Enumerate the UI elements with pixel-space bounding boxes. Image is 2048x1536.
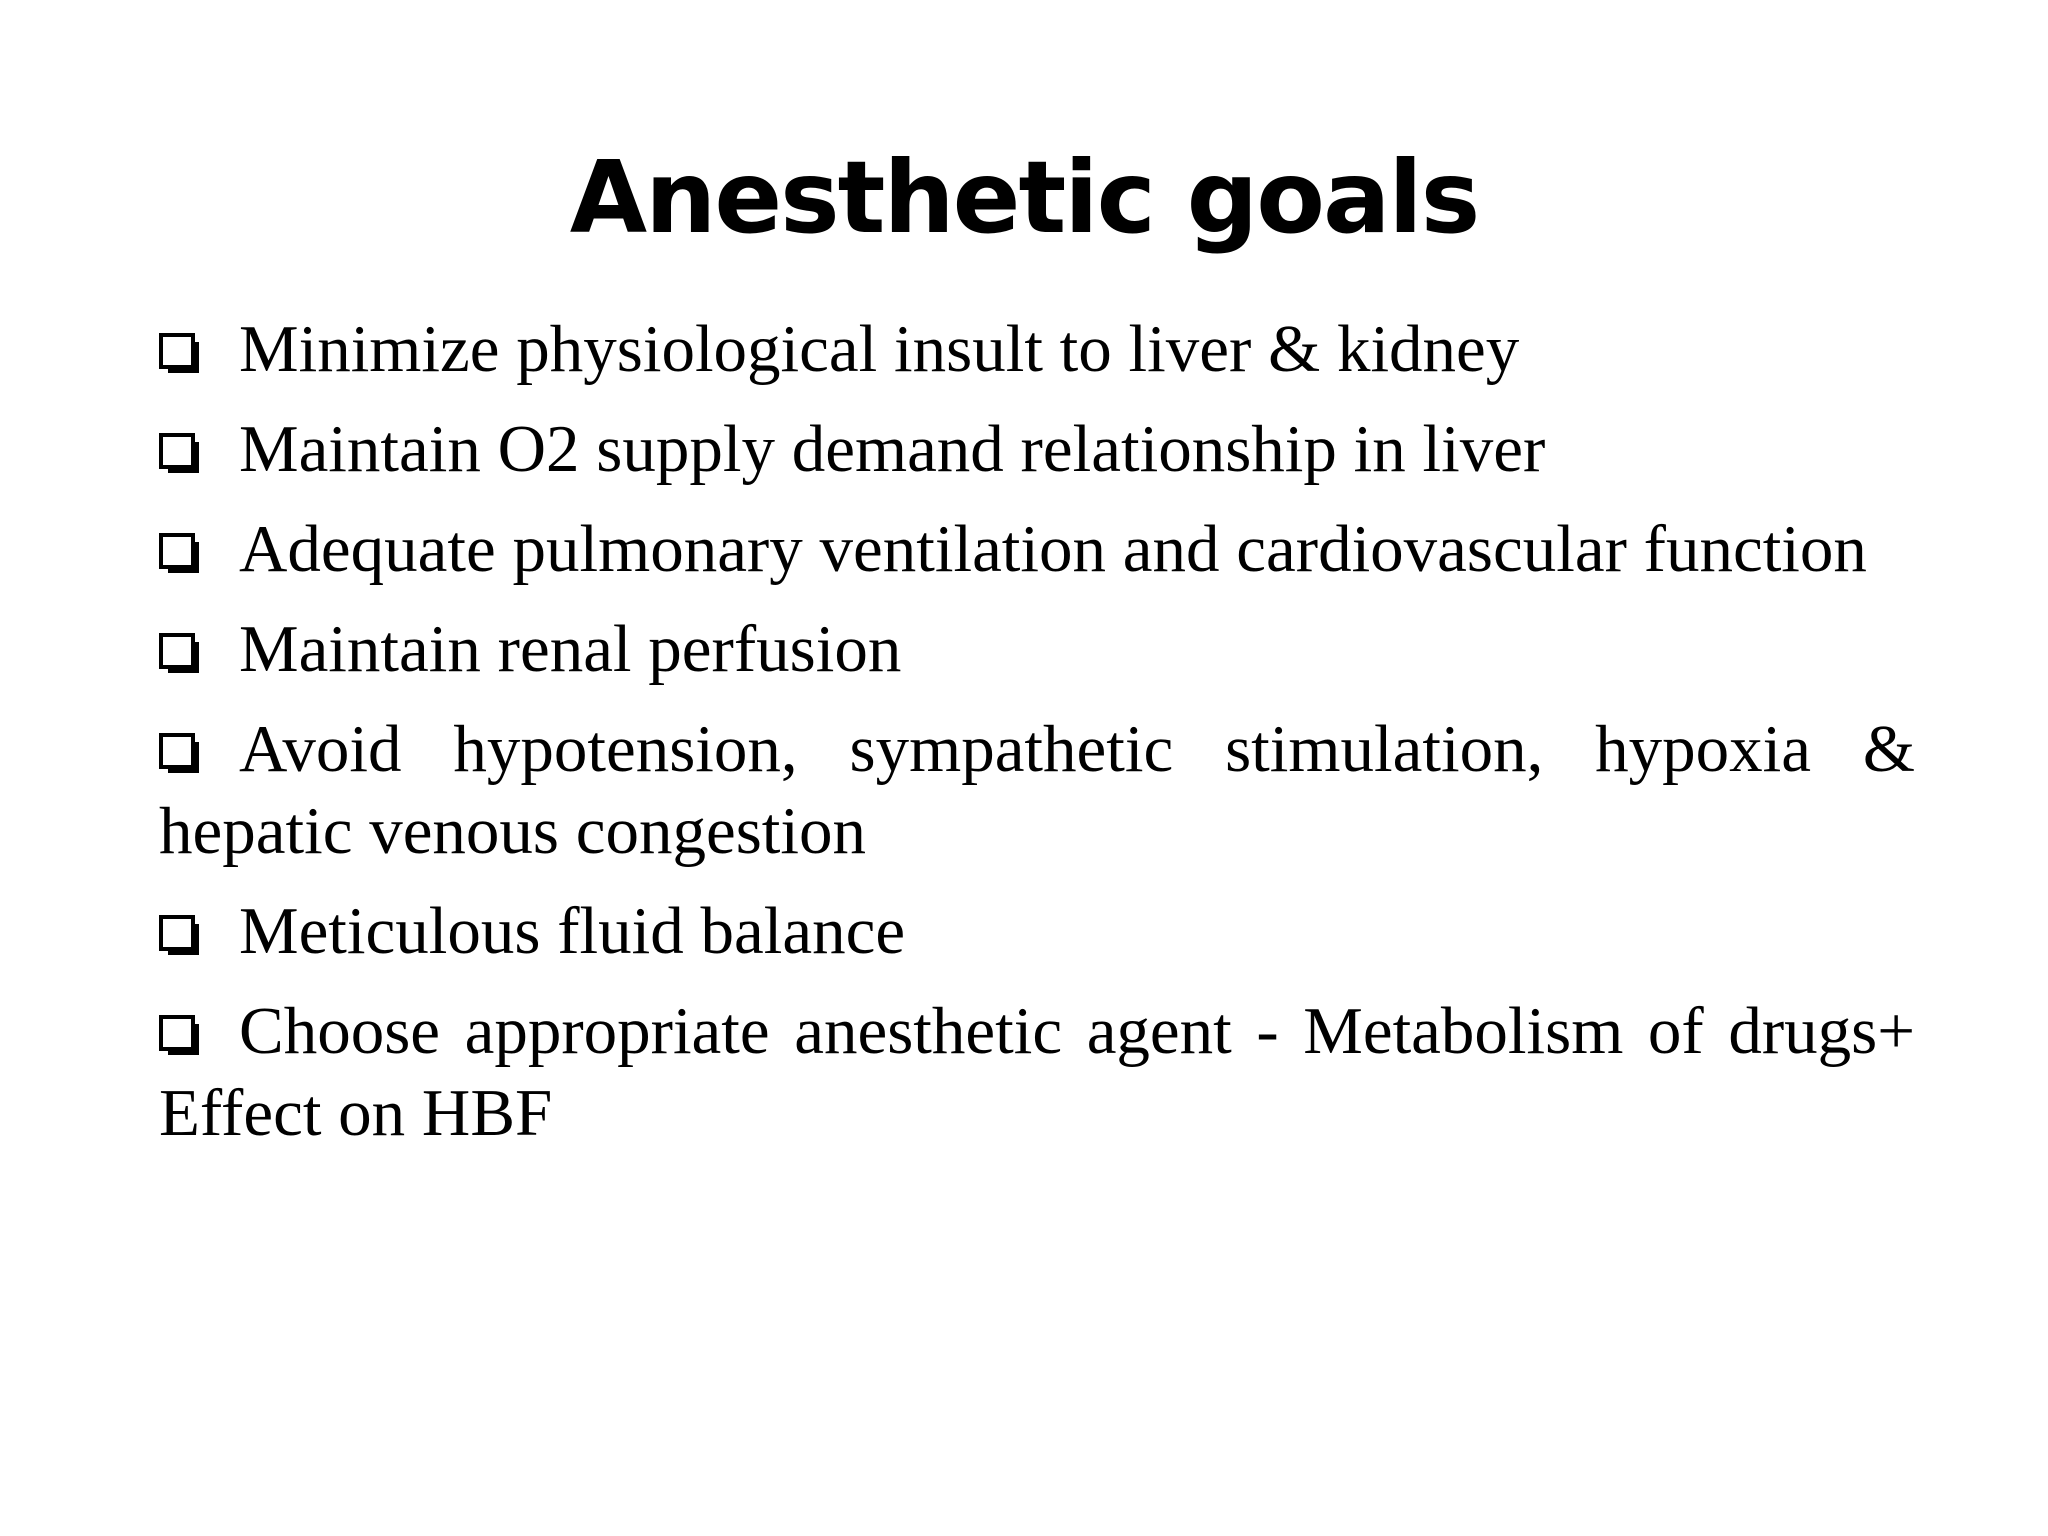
bullet-item [159,408,1915,490]
bullet-text: Meticulous fluid balance [239,894,906,968]
bullet-text: Choose appropriate anesthetic agent - Metabolism of drugs+ Effect on HBF [159,994,1915,1150]
bullet-text: Adequate pulmonary ventilation and cardiovascular function [239,512,1867,586]
checkbox-icon [159,633,199,673]
bullet-item [159,890,1915,972]
checkbox-icon [159,733,199,773]
checkbox-icon [159,1015,199,1055]
bullet-item [159,308,1915,390]
bullet-text: Maintain renal perfusion [239,612,902,686]
checkbox-icon [159,333,199,373]
bullet-list [159,308,1915,1172]
bullet-item [159,990,1915,1154]
bullet-text: Minimize physiological insult to liver & kidney [239,312,1520,386]
slide-title: Anesthetic goals [569,139,1479,256]
checkbox-icon [159,915,199,955]
bullet-item [159,608,1915,690]
checkbox-icon [159,433,199,473]
bullet-text: Maintain O2 supply demand relationship in liver [239,412,1546,486]
bullet-text: Avoid hypotension, sympathetic stimulation, hypoxia & hepatic venous congestion [159,712,1915,868]
bullet-item [159,708,1915,872]
checkbox-icon [159,533,199,573]
bullet-item [159,508,1915,590]
